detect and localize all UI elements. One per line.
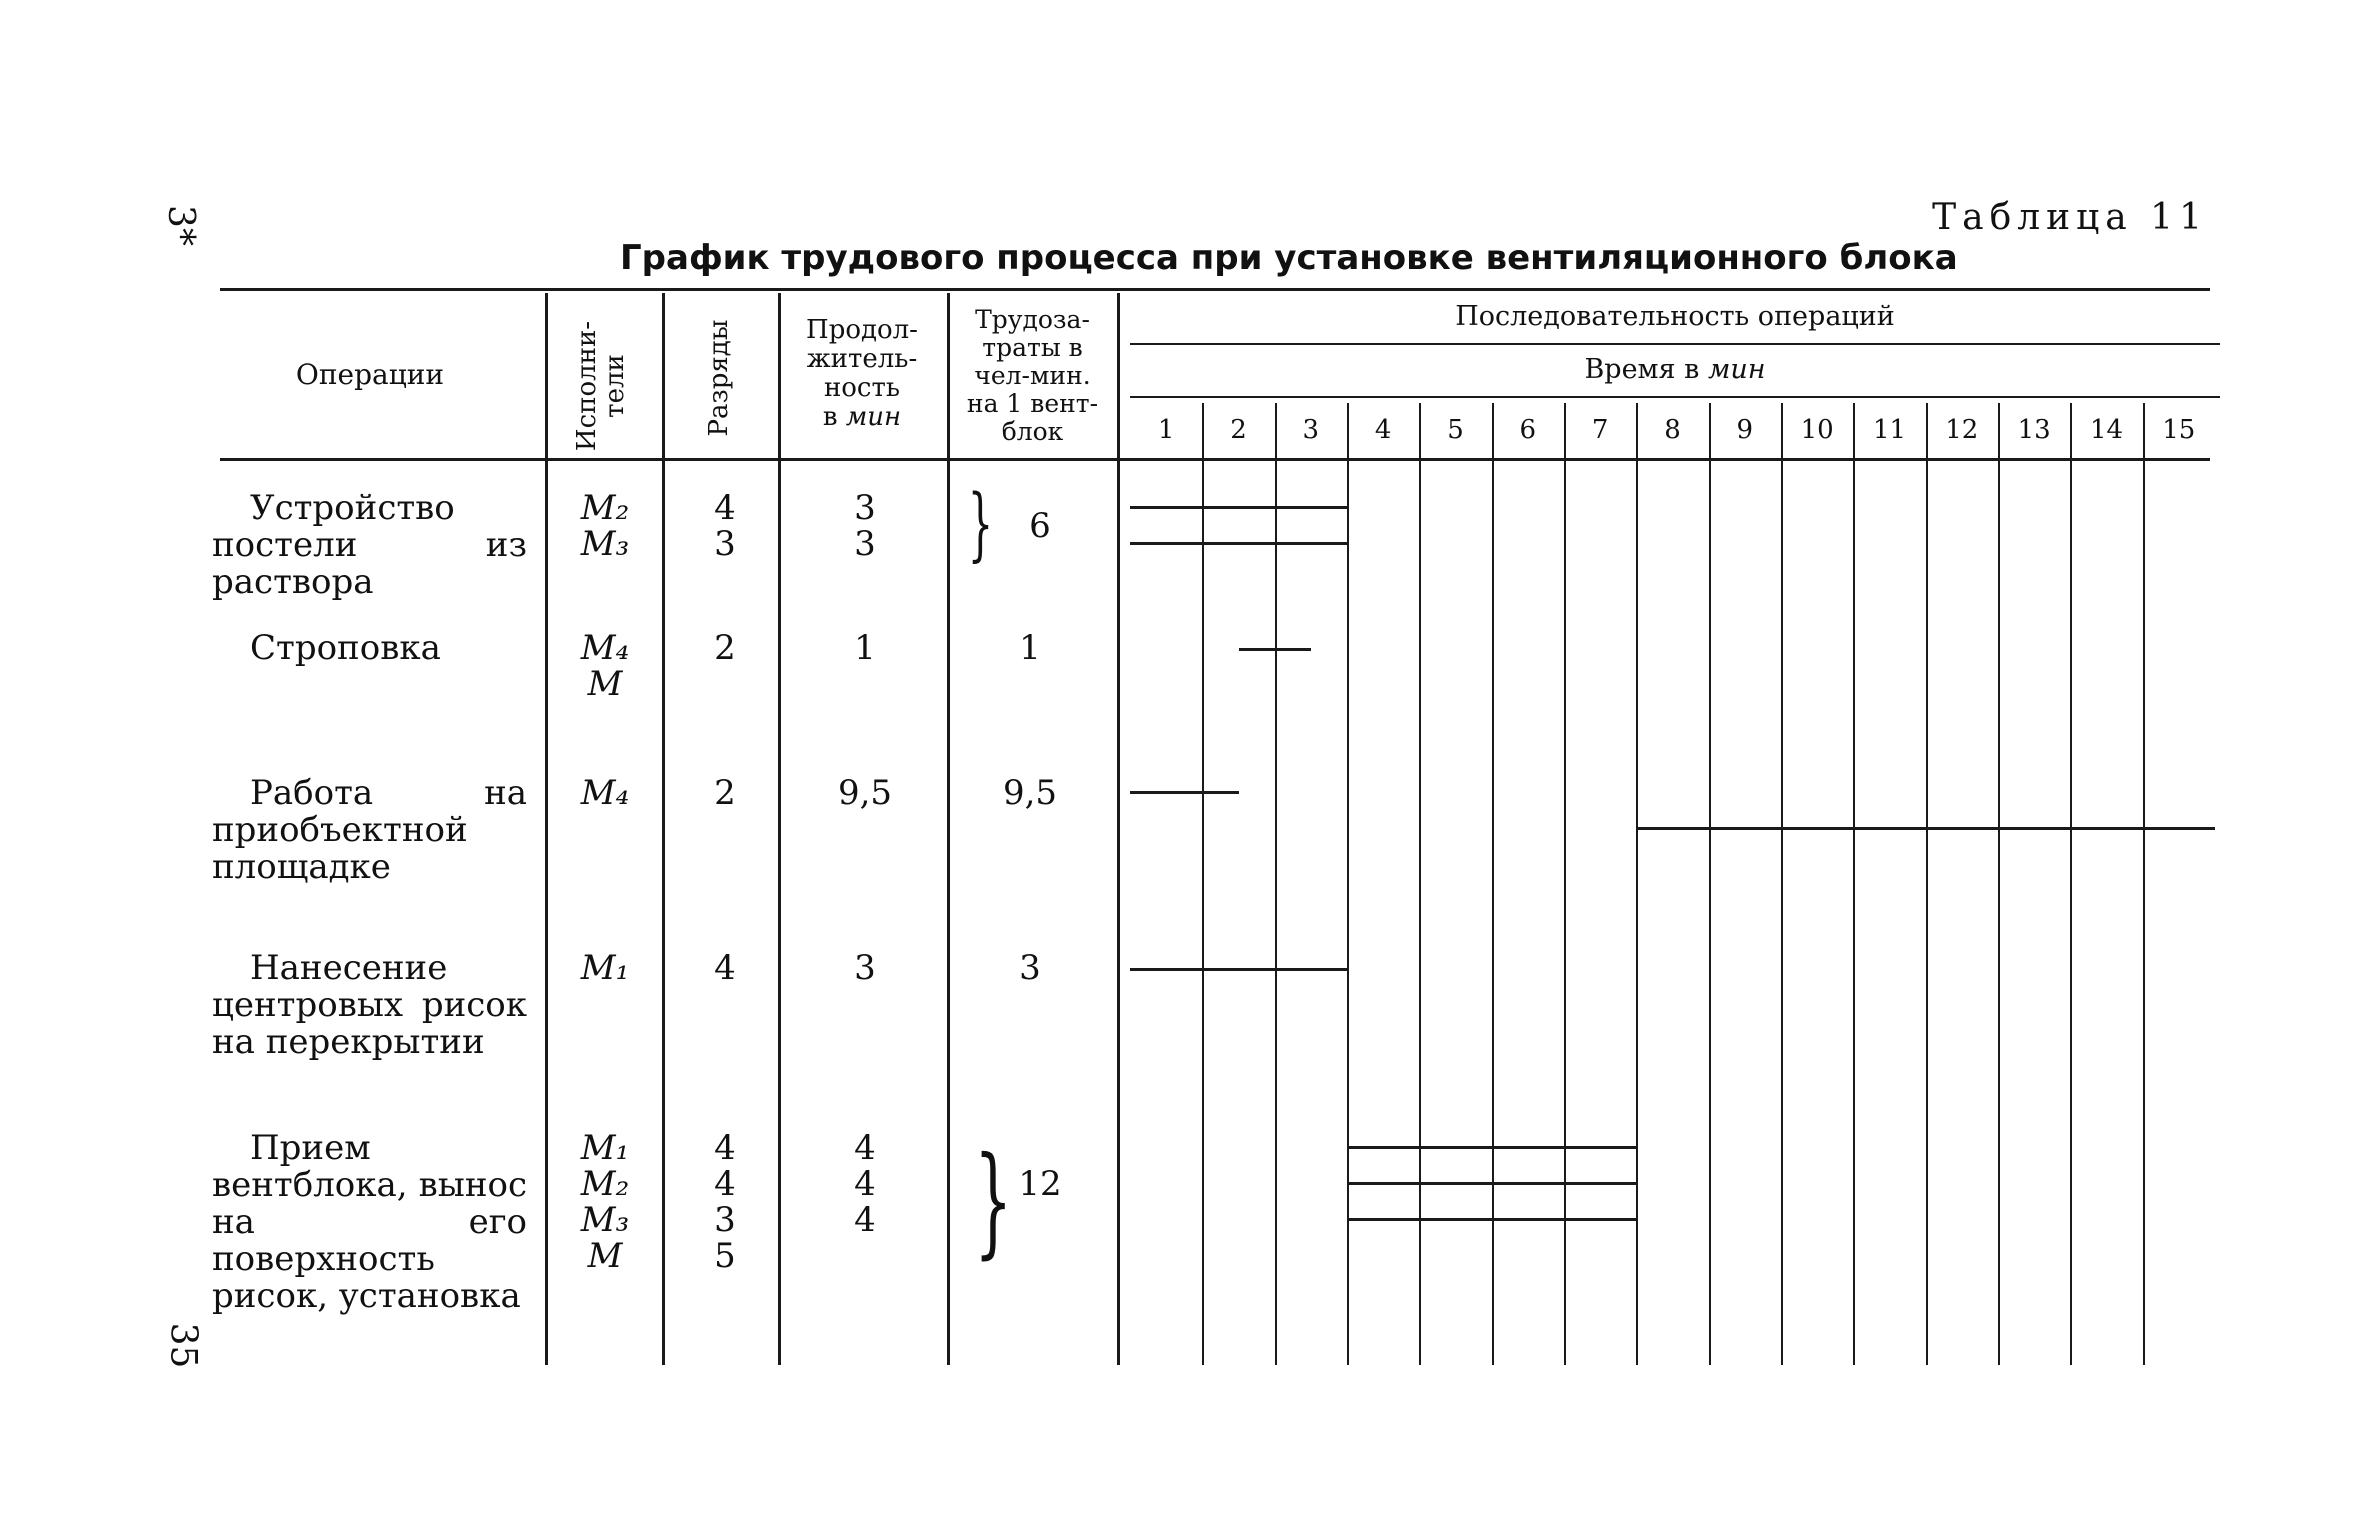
grades-cell — [690, 775, 760, 811]
duration-cell — [815, 630, 915, 666]
top-rule — [220, 288, 2210, 291]
col-separator — [545, 293, 548, 1365]
grades-cell — [690, 490, 760, 562]
labor-value: 6 — [1029, 506, 1051, 546]
performer: М₃ — [580, 524, 630, 564]
grades-cell — [690, 630, 760, 666]
page-marker-top: 3* — [159, 205, 201, 246]
operation-name: Нанесение центровых рисок на перекрытии — [212, 948, 527, 1062]
header-labor-line: Трудоза- — [975, 305, 1090, 334]
header-grades: Разряды — [704, 319, 734, 437]
header-performers: Исполни- тели — [572, 320, 630, 452]
duration-cell — [815, 950, 915, 986]
header-duration — [782, 316, 942, 432]
gantt-bar — [1347, 1146, 1636, 1149]
labor-value: 9,5 — [1002, 773, 1058, 813]
gantt-bar — [1636, 827, 2215, 830]
minute-label: 7 — [1591, 415, 1609, 445]
performers-cell — [570, 490, 640, 562]
header-duration-line: Продол- — [806, 315, 918, 345]
minute-label: 12 — [1945, 415, 1979, 445]
minute-gridline — [1636, 403, 1638, 1365]
grade: 2 — [714, 773, 736, 813]
minute-gridline — [1709, 403, 1711, 1365]
minute-label: 2 — [1230, 415, 1247, 445]
minute-label: 8 — [1664, 415, 1681, 445]
minute-gridline — [1202, 403, 1204, 1365]
col-separator — [1117, 293, 1120, 1365]
minute-label: 6 — [1519, 415, 1537, 445]
operation-name: Работа на приобъектной площадке — [212, 773, 527, 887]
grade: 4 — [714, 1128, 736, 1168]
grade: 2 — [714, 628, 736, 668]
performer: М₄ — [580, 773, 630, 813]
header-labor-line: блок — [1001, 417, 1064, 446]
operation-name: Прием вентблока, вынос на его поверхность рисок, установка — [212, 1128, 527, 1316]
brace: } — [967, 477, 994, 570]
duration-cell — [815, 1130, 915, 1238]
minute-label: 11 — [1872, 415, 1907, 445]
performer: М₁ — [580, 1128, 630, 1168]
gantt-bar — [1130, 791, 1239, 794]
gantt-bar — [1130, 506, 1347, 509]
minute-label: 14 — [2089, 415, 2124, 445]
performer: М₂ — [580, 488, 630, 528]
minute-label: 15 — [2162, 415, 2196, 445]
performer: М₁ — [580, 948, 630, 988]
performer: М₂ — [580, 1164, 630, 1204]
duration-cell — [815, 490, 915, 562]
minute-label: 5 — [1447, 415, 1464, 445]
sequence-rule — [1130, 343, 2220, 345]
header-labor-line: на 1 вент- — [966, 389, 1099, 418]
gantt-bar — [1347, 1182, 1636, 1185]
page-number: 35 — [162, 1322, 204, 1369]
minute-gridline — [1926, 403, 1928, 1365]
brace: } — [974, 1132, 1013, 1271]
col-separator — [947, 293, 950, 1365]
header-duration-line: ность — [823, 373, 901, 403]
table-label: Таблица 11 — [1932, 197, 2208, 238]
grades-cell — [690, 950, 760, 986]
operation-name: Строповка — [250, 628, 441, 668]
grades-cell — [690, 1130, 760, 1274]
performers-cell — [570, 1130, 640, 1274]
grade: 5 — [714, 1236, 736, 1276]
minute-label: 13 — [2017, 415, 2051, 445]
table-title: График трудового процесса при установке вентиляционного блока — [620, 238, 1958, 278]
header-labor-line: траты в — [982, 333, 1083, 362]
operation-name: Устройство постели из раствора — [212, 488, 527, 602]
performers-cell — [570, 630, 640, 702]
minute-label: 1 — [1157, 415, 1175, 445]
grade: 3 — [714, 1200, 736, 1240]
duration: 4 — [854, 1128, 876, 1168]
duration: 9,5 — [837, 773, 893, 813]
duration-cell — [815, 775, 915, 811]
minute-gridline — [1853, 403, 1855, 1365]
minute-label: 3 — [1302, 415, 1320, 445]
header-duration-line: в мин — [822, 402, 902, 432]
labor-value: 12 — [1018, 1164, 1062, 1204]
col-separator — [662, 293, 665, 1365]
minute-label: 4 — [1374, 415, 1392, 445]
minute-gridline — [1781, 403, 1783, 1365]
header-time: Время в мин — [1584, 354, 1766, 385]
labor-value: 1 — [1019, 628, 1041, 668]
gantt-bar — [1347, 1218, 1636, 1221]
performer: М — [587, 1236, 623, 1276]
minute-gridline — [2070, 403, 2072, 1365]
performer: М₃ — [580, 1200, 630, 1240]
performer: М₄ — [580, 628, 630, 668]
duration: 3 — [854, 488, 876, 528]
header-duration-line: житель- — [806, 344, 918, 374]
performers-cell — [570, 775, 640, 811]
duration: 1 — [854, 628, 876, 668]
grade: 4 — [714, 948, 736, 988]
col-separator — [778, 293, 781, 1365]
duration: 4 — [854, 1164, 876, 1204]
minute-gridline — [1275, 403, 1277, 1365]
grade: 4 — [714, 488, 736, 528]
minute-label: 10 — [1800, 415, 1834, 445]
minute-label: 9 — [1736, 415, 1754, 445]
minute-gridline — [2143, 403, 2145, 1365]
gantt-bar — [1130, 542, 1347, 545]
header-operations: Операции — [295, 358, 445, 391]
performer: М — [587, 664, 623, 704]
header-labor-line: чел-мин. — [974, 361, 1091, 390]
minute-gridline — [1998, 403, 2000, 1365]
grade: 3 — [714, 524, 736, 564]
duration: 3 — [854, 948, 876, 988]
duration: 3 — [854, 524, 876, 564]
grade: 4 — [714, 1164, 736, 1204]
performers-cell — [570, 950, 640, 986]
gantt-bar — [1239, 648, 1311, 651]
duration: 4 — [854, 1200, 876, 1240]
labor-value: 3 — [1019, 948, 1041, 988]
gantt-bar — [1130, 968, 1347, 971]
header-sequence: Последовательность операций — [1455, 301, 1895, 332]
header-labor — [950, 306, 1115, 446]
